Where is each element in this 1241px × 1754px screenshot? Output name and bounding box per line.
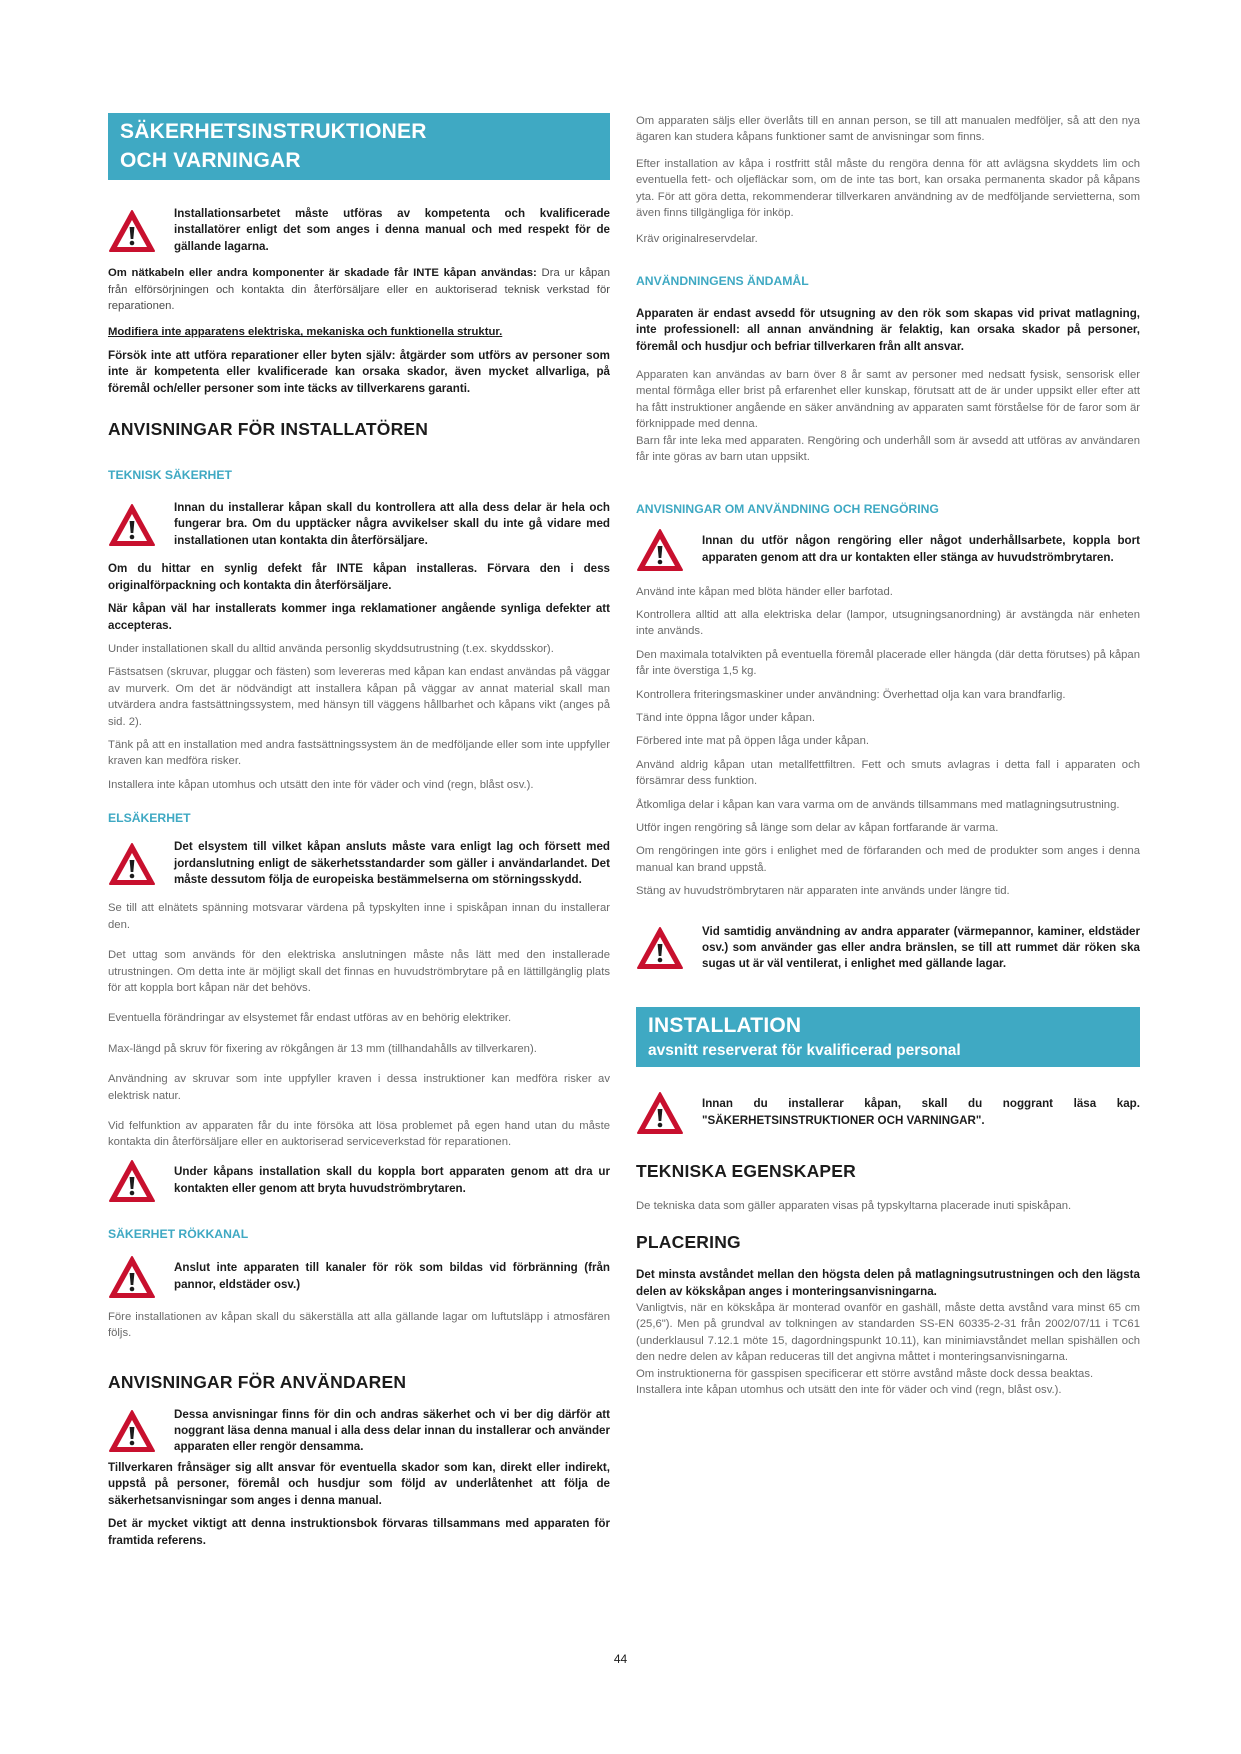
paragraph-bold-lead: Om nätkabeln eller andra komponenter är skadade får INTE kåpan användas: (108, 267, 537, 280)
warning-triangle-icon (108, 1409, 156, 1453)
paragraph: Apparaten är endast avsedd för utsugning av den rök som skapas vid privat matlagning, inte professionell: all annan användning är felaktig, kan orsaka skador på personer, föremål och husdjur och befriar tillverkaren från allt ansvar. (636, 306, 1140, 353)
paragraph: Före installationen av kåpan skall du säkerställa att alla gällande lagar om luftutsläpp i atmosfären följs. (108, 1310, 610, 1340)
paragraph: Den maximala totalvikten på eventuella föremål placerade eller hängda (där detta förutses) på kåpan får inte överstiga 1,5 kg. (636, 648, 1140, 678)
banner-title-line1: SÄKERHETSINSTRUKTIONER (120, 120, 427, 143)
paragraph: Om instruktionerna för gasspisen specificerar ett större avstånd måste dock dessa beaktas. (636, 1367, 1094, 1380)
warning-block (108, 1159, 610, 1203)
warning-block (636, 924, 1140, 973)
paragraph (108, 265, 610, 314)
paragraph: Se till att elnätets spänning motsvarar värdena på typskylten inne i spiskåpan innan du installerar den. (108, 902, 610, 931)
section-title: ANVISNINGAR FÖR ANVÄNDAREN (108, 1371, 407, 1392)
paragraph: Max-längd på skruv för fixering av rökgången är 13 mm (tillhandahålls av tillverkaren). (108, 1042, 537, 1055)
paragraph: När kåpan väl har installerats kommer inga reklamationer angående synliga defekter att accepteras. (108, 602, 610, 632)
left-column (108, 113, 610, 1556)
paragraph: Installera inte kåpan utomhus och utsätt den inte för väder och vind (regn, blåst osv.). (636, 1384, 1062, 1397)
page-number: 44 (613, 1652, 628, 1666)
paragraph: Användning av skruvar som inte uppfyller kraven i dessa instruktioner kan medföra risker av elektrisk natur. (108, 1073, 610, 1102)
paragraph: Kräv originalreservdelar. (636, 233, 758, 246)
paragraph: Tänk på att en installation med andra fastsättningssystem än de medföljande eller som inte uppfyller kraven kan medföra risker. (108, 738, 610, 768)
banner-title: INSTALLATION (648, 1013, 802, 1037)
paragraph: Försök inte att utföra reparationer eller byten själv: åtgärder som utförs av personer som inte är kompetenta eller kvalificerade kan orsaka skador, även mycket allvarliga, på föremål och/eller personer som inte täcks av tillverkarens garanti. (108, 348, 610, 395)
paragraph: Vanligtvis, när en kökskåpa är monterad ovanför en gashäll, måste detta avstånd vara minst 65 cm (25,6"). Men på grundval av tolkningen av standarden SS-EN 60335-2-31 från 2002/07/11 i TC61 (underklausul 7.12.1 möte 15, dagordningspunkt 10.11), kan minimiavståndet mellan spishällen och den nedre delen av kåpan reduceras till det angivna måttet i monteringsanvisningarna. (636, 1302, 1140, 1364)
safety-banner (108, 113, 610, 180)
warning-triangle-icon (108, 209, 156, 253)
section-title: PLACERING (636, 1232, 741, 1253)
paragraph: Fästsatsen (skruvar, pluggar och fästen) som levereras med kåpan kan endast användas på väggar av murverk. Om det är nödvändigt att installera kåpan på väggar av annat material skall man utvärdera andra fastsättningssystem, med hänsyn till väggens hållbarhet och kåpans vikt (anges på sid. 2). (108, 666, 610, 728)
warning-triangle-icon (108, 1159, 156, 1203)
paragraph: Tillverkaren frånsäger sig allt ansvar för eventuella skador som kan, direkt eller indirekt, uppstå på personer, föremål och husdjur som följd av underlåtenhet att följa de säkerhetsanvisningar som anges i denna manual. (108, 1460, 610, 1507)
paragraph: Åtkomliga delar i kåpan kan vara varma om de används tillsammans med matlagningsutrustning. (636, 798, 1120, 811)
warning-block (108, 500, 610, 549)
warning-block (108, 1407, 610, 1456)
warning-text: Anslut inte apparaten till kanaler för rök som bildas vid förbränning (från pannor, eldstäder osv.) (174, 1261, 610, 1291)
paragraph: Installera inte kåpan utomhus och utsätt den inte för väder och vind (regn, blåst osv.). (108, 778, 534, 791)
paragraph: Tänd inte öppna lågor under kåpan. (636, 711, 816, 724)
warning-text: Vid samtidig användning av andra apparater (värmepannor, kaminer, eldstäder osv.) som använder gas eller andra bränslen, se till att rummet där röken ska sugas ut är väl ventilerat, i enlighet med gällande lagar. (702, 924, 1140, 971)
warning-block (108, 839, 610, 888)
paragraph: De tekniska data som gäller apparaten visas på typskyltarna placerade inuti spiskåpan. (636, 1199, 1072, 1212)
paragraph-text: Dra ur kåpan från elförsörjningen och kontakta din återförsäljare eller en auktoriserad teknisk verkstad för reparationen. (108, 267, 610, 313)
warning-triangle-icon (636, 926, 684, 970)
paragraph: Stäng av huvudströmbrytaren när apparaten inte används under längre tid. (636, 885, 1010, 898)
paragraph: Om rengöringen inte görs i enlighet med de förfaranden och med de produkter som anges i denna manual kan brand uppstå. (636, 845, 1140, 874)
warning-text: Det elsystem till vilket kåpan ansluts måste vara enligt lag och försett med jordanslutning enligt de säkerhetsstandarder som gäller i användarlandet. Det måste dessutom följa de europeiska bestämmelserna om störningsskydd. (174, 840, 610, 886)
subsection-title: ANVÄNDNINGENS ÄNDAMÅL (636, 273, 809, 288)
warning-text: Dessa anvisningar finns för din och andras säkerhet och vi ber dig därför att noggrant läsa denna manual i alla dess delar innan du installerar och använder apparaten eller rengör densamma. (174, 1407, 610, 1454)
paragraph: Efter installation av kåpa i rostfritt stål måste du rengöra denna för att avlägsna skyddets lim och eventuella fett- och oljefläckar som, om de inte tas bort, kan orsaka permanenta skador på kåpans yta. För att göra detta, rekommenderar tillverkaren användning av de medföljande servietterna, som även finns tillgängliga för inköp. (636, 157, 1140, 220)
paragraph (108, 324, 610, 340)
warning-triangle-icon (108, 503, 156, 547)
warning-block (108, 1255, 610, 1299)
paragraph: Kontrollera friteringsmaskiner under användning: Överhettad olja kan vara brandfarlig. (636, 688, 1066, 701)
subsection-title: SÄKERHET RÖKKANAL (108, 1226, 249, 1241)
section-title: TEKNISKA EGENSKAPER (636, 1160, 856, 1181)
paragraph: Använd aldrig kåpan utan metallfettfiltren. Fett och smuts avlagras i detta fall i apparaten och försämrar dess funktion. (636, 758, 1140, 788)
subsection-title: ANVISNINGAR OM ANVÄNDNING OCH RENGÖRING (636, 501, 939, 516)
paragraph: Förbered inte mat på öppen låga under kåpan. (636, 735, 870, 748)
right-column (636, 113, 1140, 1405)
paragraph: Eventuella förändringar av elsystemet får endast utföras av en behörig elektriker. (108, 1012, 512, 1025)
paragraph: Om apparaten säljs eller överlåts till en annan person, se till att manualen medföljer, så att den nya ägaren kan studera kåpans funktioner samt de anvisningar som finns. (636, 115, 1140, 144)
underlined-notice: Modifiera inte apparatens elektriska, mekaniska och funktionella struktur. (108, 326, 503, 339)
warning-block (636, 1091, 1140, 1135)
paragraph: Det är mycket viktigt att denna instruktionsbok förvaras tillsammans med apparaten för framtida referens. (108, 1517, 610, 1547)
warning-triangle-icon (108, 842, 156, 886)
warning-triangle-icon (108, 1255, 156, 1299)
warning-triangle-icon (636, 528, 684, 572)
section-title: ANVISNINGAR FÖR INSTALLATÖREN (108, 419, 429, 440)
warning-block (108, 206, 610, 255)
paragraph: Använd inte kåpan med blöta händer eller barfotad. (636, 585, 893, 598)
paragraph: Om du hittar en synlig defekt får INTE kåpan installeras. Förvara den i dess originalförpackning och kontakta din återförsäljare. (108, 562, 610, 592)
paragraph: Apparaten kan användas av barn över 8 år samt av personer med nedsatt fysisk, sensorisk eller mental förmåga eller brist på erfarenhet eller kunskap, förutsatt att de är under uppsikt eller efter att ha fått instruktioner angående en säker användning av apparaten samt förståelse för de faror som är förknippade med denna. (636, 369, 1140, 431)
warning-text: Installationsarbetet måste utföras av kompetenta och kvalificerade installatörer enligt det som anges i denna manual och med respekt för de gällande lagarna. (174, 207, 610, 253)
banner-title-line2: OCH VARNINGAR (120, 149, 301, 172)
warning-text: Innan du utför någon rengöring eller något underhållsarbete, koppla bort apparaten genom att dra ur kontakten eller stänga av huvudströmbrytaren. (702, 534, 1140, 564)
warning-text: Innan du installerar kåpan, skall du noggrant läsa kap. "SÄKERHETSINSTRUKTIONER OCH VARNINGAR". (702, 1097, 1140, 1127)
paragraph: Det minsta avståndet mellan den högsta delen på matlagningsutrustningen och den lägsta delen av kökskåpan anges i monteringsanvisningarna. (636, 1268, 1140, 1298)
warning-block (636, 528, 1140, 572)
installation-banner (636, 1007, 1140, 1067)
warning-text: Innan du installerar kåpan skall du kontrollera att alla dess delar är hela och fungerar bra. Om du upptäcker några avvikelser skall du inte gå vidare med installationen utan kontakta din återförsäljare. (174, 501, 610, 547)
subsection-title: TEKNISK SÄKERHET (108, 468, 232, 483)
paragraph: Vid felfunktion av apparaten får du inte försöka att lösa problemet på egen hand utan du måste kontakta din återförsäljare eller en auktoriserad serviceverkstad för reparationen. (108, 1120, 610, 1149)
paragraph: Kontrollera alltid att alla elektriska delar (lampor, utsugningsanordning) är avstängda när enheten inte används. (636, 608, 1140, 638)
banner-subtitle: avsnitt reserverat för kvalificerad personal (648, 1041, 961, 1059)
warning-triangle-icon (636, 1091, 684, 1135)
paragraph: Barn får inte leka med apparaten. Rengöring och underhåll som är avsedd att utföras av användaren får inte göras av barn utan uppsikt. (636, 434, 1140, 464)
subsection-title: ELSÄKERHET (108, 811, 191, 826)
paragraph: Utför ingen rengöring så länge som delar av kåpan fortfarande är varma. (636, 821, 999, 834)
warning-text: Under kåpans installation skall du koppla bort apparaten genom att dra ur kontakten eller genom att bryta huvudströmbrytaren. (174, 1165, 610, 1195)
paragraph: Det uttag som används för den elektriska anslutningen måste nås lätt med den installerade utrustningen. Om detta inte är möjligt skall det finnas en huvudströmbrytare på en lättillgänglig plats för att koppla bort kåpan när det behövs. (108, 949, 610, 994)
paragraph: Under installationen skall du alltid använda personlig skyddsutrustning (t.ex. skyddsskor). (108, 642, 554, 655)
